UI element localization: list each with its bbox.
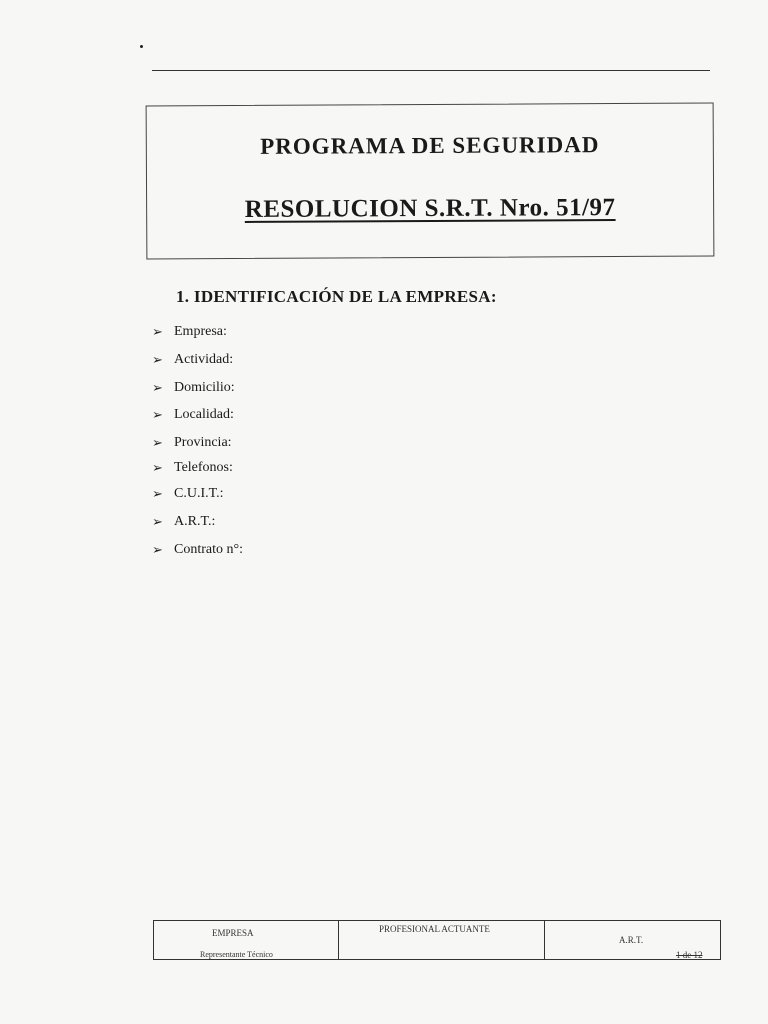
field-domicilio — [152, 380, 235, 396]
field-label: Localidad: — [174, 407, 234, 422]
footer-profesional-label: PROFESIONAL ACTUANTE — [379, 924, 490, 934]
field-label: Domicilio: — [174, 380, 235, 395]
section-heading: 1. IDENTIFICACIÓN DE LA EMPRESA: — [176, 287, 497, 306]
field-label: Empresa: — [174, 324, 227, 339]
footer-cell-empresa — [154, 921, 339, 959]
field-empresa — [152, 324, 227, 340]
footer-representante-label: Representante Técnico — [200, 950, 273, 959]
field-art — [152, 514, 215, 530]
arrowhead-bullet-icon: ➢ — [152, 460, 163, 475]
field-telefonos — [152, 460, 233, 476]
field-localidad — [152, 407, 234, 423]
document-subtitle: RESOLUCION S.R.T. Nro. 51/97 — [244, 194, 616, 223]
title-box — [146, 103, 715, 260]
field-label: Actividad: — [174, 352, 234, 367]
scan-speck — [140, 45, 143, 48]
field-label: Contrato n°: — [174, 542, 243, 557]
field-actividad — [152, 352, 233, 368]
arrowhead-bullet-icon: ➢ — [152, 486, 163, 501]
field-label: Provincia: — [174, 435, 232, 450]
footer-cell-profesional — [339, 921, 545, 959]
document-title: PROGRAMA DE SEGURIDAD — [260, 132, 600, 159]
page-number: 1 de 12 — [676, 950, 703, 960]
arrowhead-bullet-icon: ➢ — [152, 352, 163, 367]
arrowhead-bullet-icon: ➢ — [152, 542, 163, 557]
field-provincia — [152, 435, 232, 451]
field-label: A.R.T.: — [174, 514, 216, 529]
field-cuit — [152, 486, 224, 502]
footer-empresa-label: EMPRESA — [212, 928, 254, 938]
field-contrato — [152, 542, 243, 558]
arrowhead-bullet-icon: ➢ — [152, 407, 163, 422]
arrowhead-bullet-icon: ➢ — [152, 435, 163, 450]
footer-art-label: A.R.T. — [619, 935, 644, 945]
field-label: Telefonos: — [174, 460, 233, 475]
signature-footer — [153, 920, 721, 960]
arrowhead-bullet-icon: ➢ — [152, 324, 163, 339]
arrowhead-bullet-icon: ➢ — [152, 514, 163, 529]
arrowhead-bullet-icon: ➢ — [152, 380, 163, 395]
field-label: C.U.I.T.: — [174, 486, 224, 501]
header-rule — [152, 70, 710, 71]
